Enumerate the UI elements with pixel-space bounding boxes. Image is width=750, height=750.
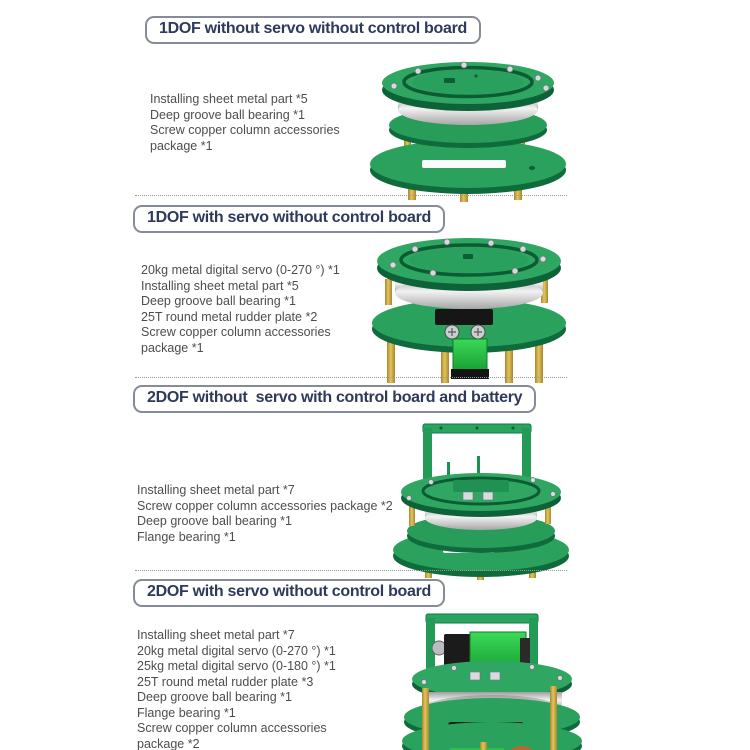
parts-line: Deep groove ball bearing *1 bbox=[137, 514, 292, 528]
parts-line: Installing sheet metal part *7 bbox=[137, 628, 295, 642]
parts-list-2dof-board bbox=[137, 483, 393, 545]
section-title-2dof-servo: 2DOF with servo without control board bbox=[133, 579, 445, 607]
parts-line: Flange bearing *1 bbox=[137, 705, 236, 720]
parts-line: 20kg metal digital servo (0-270 °) *1 bbox=[141, 263, 340, 277]
parts-line: 20kg metal digital servo (0-270 °) *1 bbox=[137, 643, 336, 658]
parts-line: Deep groove ball bearing *1 bbox=[141, 294, 296, 308]
parts-line: 25kg metal digital servo (0-180 °) *1 bbox=[137, 659, 336, 673]
parts-line: Deep groove ball bearing *1 bbox=[137, 690, 292, 704]
parts-line: 25T round metal rudder plate *3 bbox=[137, 674, 314, 689]
parts-line: Installing sheet metal part *5 bbox=[141, 278, 299, 293]
parts-list-1dof-no-servo bbox=[150, 92, 340, 154]
product-photo-2dof-board bbox=[383, 416, 579, 580]
product-photo-1dof-servo bbox=[357, 233, 583, 383]
parts-line: Screw copper column accessories package *2 bbox=[137, 498, 393, 513]
section-separator bbox=[135, 377, 567, 378]
product-photo-1dof-no-servo bbox=[360, 54, 578, 204]
parts-line: Installing sheet metal part *7 bbox=[137, 483, 295, 497]
section-separator bbox=[135, 195, 567, 196]
section-separator bbox=[135, 570, 567, 571]
parts-line: Flange bearing *1 bbox=[137, 529, 236, 544]
parts-line: 25T round metal rudder plate *2 bbox=[141, 309, 318, 324]
parts-list-2dof-servo bbox=[137, 628, 336, 750]
parts-line: Screw copper column accessories bbox=[150, 123, 340, 137]
section-title-1dof-no-servo: 1DOF without servo without control board bbox=[145, 16, 481, 44]
section-title-2dof-board: 2DOF without servo with control board and battery bbox=[133, 385, 536, 413]
parts-line: Installing sheet metal part *5 bbox=[150, 92, 308, 106]
parts-line: package *1 bbox=[141, 340, 204, 355]
parts-line: Screw copper column accessories bbox=[141, 325, 331, 339]
section-title-1dof-servo: 1DOF with servo without control board bbox=[133, 205, 445, 233]
parts-list-1dof-servo bbox=[141, 263, 340, 356]
parts-line: package *2 bbox=[137, 736, 200, 750]
parts-line: Screw copper column accessories bbox=[137, 721, 327, 735]
parts-line: package *1 bbox=[150, 138, 213, 153]
parts-line: Deep groove ball bearing *1 bbox=[150, 107, 305, 122]
product-photo-2dof-servo bbox=[392, 602, 594, 750]
